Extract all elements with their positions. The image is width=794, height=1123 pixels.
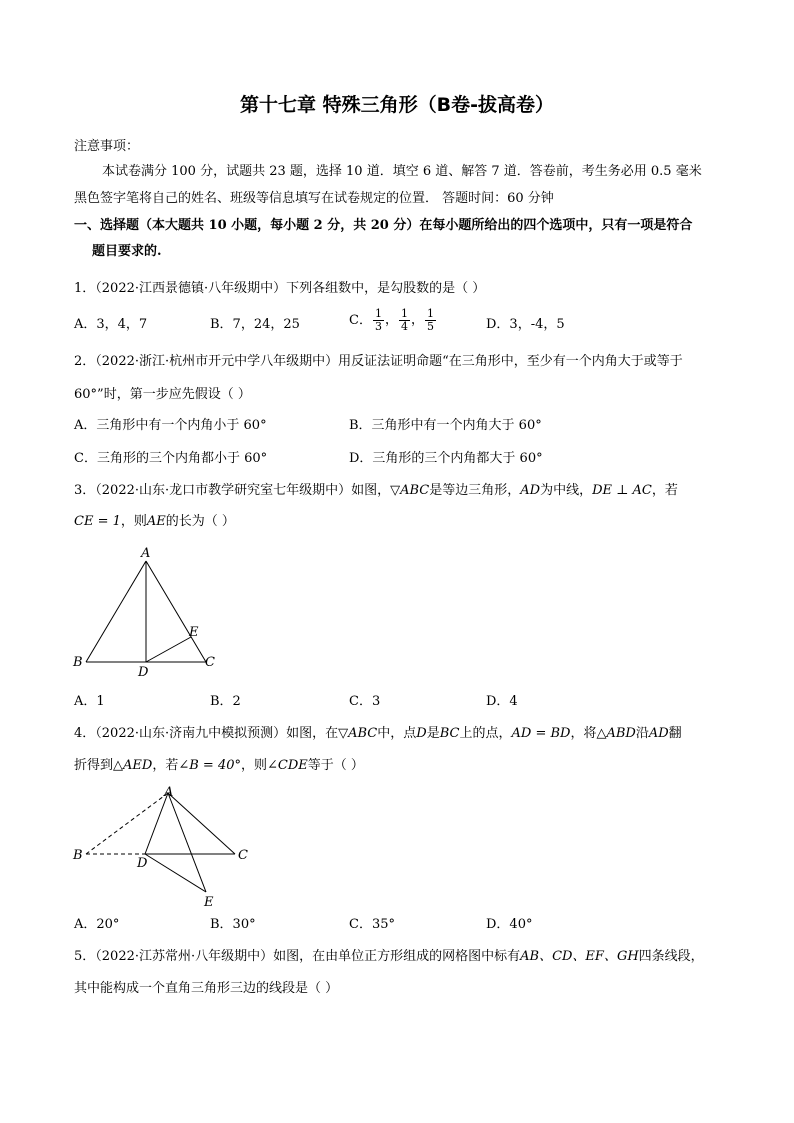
question-4-figure — [70, 780, 270, 910]
question-1-option-b: B．7，24，25 — [210, 317, 300, 332]
question-2-stem-cont: 60°”时，第一步应先假设（ ） — [74, 387, 251, 402]
question-2-option-a: A．三角形中有一个内角小于 60° — [74, 418, 267, 433]
label-c: C — [205, 655, 215, 670]
notice-line-2: 黑色签字笔将自己的姓名、班级等信息填写在试卷规定的位置． 答题时间：60 分钟 — [74, 191, 554, 206]
question-2-option-d: D．三角形的三个内角都大于 60° — [349, 451, 543, 466]
question-1-option-c: C． $\frac{1}{3}$ ， $\frac{1}{4}$ ， $\frac{1}{5}$ — [349, 307, 434, 333]
segment-ae — [168, 793, 206, 892]
edge-ab-dashed — [86, 793, 168, 854]
question-5-stem: 5．（2022·江苏常州·八年级期中）如图，在由单位正方形组成的网格图中标有AB、CD、EF、GH四条线段， — [74, 949, 704, 964]
label-b: B — [73, 655, 83, 670]
question-4-stem-cont: 折得到△AED，若∠B = 40°，则∠CDE等于（ ） — [74, 758, 364, 773]
question-3-stem: 3．（2022·山东·龙口市教学研究室七年级期中）如图，▽ABC是等边三角形，AD为中线，DE ⊥ AC，若 — [74, 483, 678, 498]
question-1-stem: 1．（2022·江西景德镇·八年级期中）下列各组数中，是勾股数的是（ ） — [74, 281, 486, 296]
notice-line-1: 本试卷满分 100 分，试题共 23 题，选择 10 道．填空 6 道、解答 7 道．答卷前，考生务必用 0.5 毫米 — [102, 164, 702, 179]
label-e: E — [204, 895, 214, 910]
question-3-stem-cont: CE = 1，则AE的长为（ ） — [74, 514, 235, 529]
segment-de — [146, 637, 191, 662]
label-b: B — [73, 848, 83, 863]
section-1-heading: 一、选择题（本大题共 10 小题，每小题 2 分，共 20 分）在每小题所给出的四个选项中，只有一项是符合 — [74, 218, 693, 233]
question-3-option-c: C．3 — [349, 694, 381, 709]
question-1-option-d: D．3，-4，5 — [486, 317, 565, 332]
section-1-heading-cont: 题目要求的. — [92, 244, 162, 259]
question-3-option-b: B．2 — [210, 694, 241, 709]
question-3-option-d: D．4 — [486, 694, 518, 709]
fraction-one-fifth: $\frac{1}{5}$ — [426, 307, 434, 333]
question-2-option-b: B．三角形中有一个内角大于 60° — [349, 418, 542, 433]
question-4-option-c: C．35° — [349, 917, 395, 932]
label-a: A — [141, 546, 151, 561]
fraction-one-third: $\frac{1}{3}$ — [374, 307, 382, 333]
edge-ac — [146, 561, 206, 662]
question-3-option-a: A．1 — [74, 694, 105, 709]
question-4-option-a: A．20° — [74, 917, 120, 932]
question-1-option-a: A．3，4，7 — [74, 317, 148, 332]
question-4-option-d: D．40° — [486, 917, 533, 932]
question-2-stem: 2．（2022·浙江·杭州市开元中学八年级期中）用反证法证明命题“在三角形中，至少有一个内角大于或等于 — [74, 354, 683, 369]
fraction-one-fourth: $\frac{1}{4}$ — [400, 307, 408, 333]
question-4-stem: 4．（2022·山东·济南九中模拟预测）如图，在▽ABC中，点D是BC上的点，AD = BD，将△ABD沿AD翻 — [74, 726, 682, 741]
edge-ac — [168, 793, 235, 854]
option-c-prefix: C． — [349, 312, 372, 328]
label-a: A — [164, 785, 174, 800]
edge-ab — [86, 561, 146, 662]
notice-label: 注意事项： — [74, 139, 140, 154]
label-e: E — [189, 625, 199, 640]
question-2-option-c: C．三角形的三个内角都小于 60° — [74, 451, 268, 466]
question-3-figure — [70, 540, 230, 680]
page-title: 第十七章 特殊三角形（B卷-拔高卷） — [240, 94, 554, 116]
question-5-stem-cont: 其中能构成一个直角三角形三边的线段是（ ） — [74, 981, 339, 996]
label-d: D — [138, 665, 149, 680]
label-d: D — [137, 856, 148, 871]
segment-de — [145, 854, 206, 892]
question-4-option-b: B．30° — [210, 917, 256, 932]
label-c: C — [238, 848, 248, 863]
